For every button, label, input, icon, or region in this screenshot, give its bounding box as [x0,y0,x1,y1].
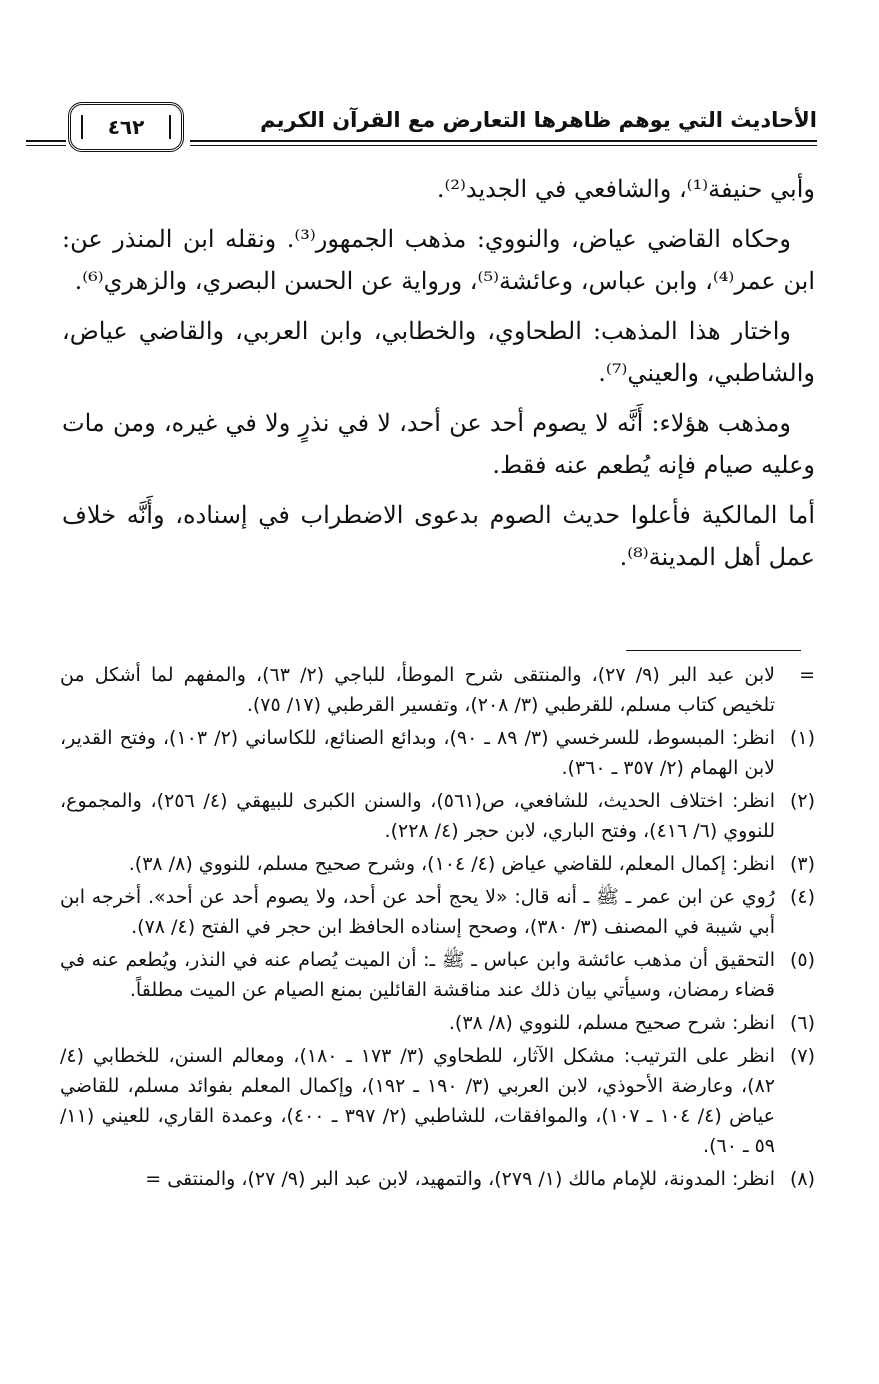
footnote-text: انظر: المبسوط، للسرخسي (٣/ ٨٩ ـ ٩٠)، وبدائع الصنائع، للكاساني (٢/ ١٠٣)، وفتح القدير، لابن الهمام (٢/ ٣٥٧ ـ ٣٦٠). [60,727,776,779]
footnote-text: انظر: شرح صحيح مسلم، للنووي (٨/ ٣٨). [448,1012,775,1034]
footnote-text: انظر على الترتيب: مشكل الآثار، للطحاوي (٣/ ١٧٣ ـ ١٨٠)، ومعالم السنن، للخطابي (٤/ ٨٢)، وعارضة الأحوذي، لابن العربي (٣/ ١٩٠ ـ ١٩٢)، وإكمال المعلم بفوائد مسلم، للقاضي عياض (٤/ ١٠٤ ـ ١٠٧)، والموافقات، للشاطبي (٢/ ٣٩٧ ـ ٤٠٠)، وعمدة القاري، للعيني (١١/ ٥٩ ـ ٦٠). [60,1045,775,1157]
main-text [62,168,815,586]
footnote-text: التحقيق أن مذهب عائشة وابن عباس ـ ﷺ ـ: أن الميت يُصام عنه في النذر، ويُطعم عنه في قضاء رمضان، وسيأتي بيان ذلك عند مناقشة القائلين بمنع الصيام عن الميت مطلقاً. [60,949,775,1001]
footnote-marker: (٥) [789,949,815,971]
header-title: الأحاديث التي يوهم ظاهرها التعارض مع القرآن الكريم [260,108,817,132]
footnote [60,660,815,720]
running-header [60,100,817,150]
footnote [60,723,815,783]
paragraph: وحكاه القاضي عياض، والنووي: مذهب الجمهور⁽³⁾. ونقله ابن المنذر عن: ابن عمر⁽⁴⁾، وابن عباس، وعائشة⁽⁵⁾، ورواية عن الحسن البصري، والزهري⁽⁶⁾. [62,225,815,295]
footnote-text: رُوي عن ابن عمر ـ ﷺ ـ أنه قال: «لا يحج أحد عن أحد، ولا يصوم أحد عن أحد». أخرجه ابن أبي شيبة في المصنف (٣/ ٣٨٠)، وصحح إسناده الحافظ ابن حجر في الفتح (٤/ ٧٨). [60,886,775,938]
footnotes [60,660,815,1197]
footnote [60,882,815,942]
footnote-marker: (٢) [789,790,815,812]
footnote-separator [626,650,801,651]
footnote [60,945,815,1005]
footnote-marker: (٤) [789,886,815,908]
header-rule [190,140,817,142]
header-rule [26,145,66,146]
footnote-text: انظر: إكمال المعلم، للقاضي عياض (٤/ ١٠٤)، وشرح صحيح مسلم، للنووي (٨/ ٣٨). [128,853,775,875]
footnote-text: انظر: اختلاف الحديث، للشافعي، ص(٥٦١)، والسنن الكبرى للبيهقي (٤/ ٢٥٦)، والمجموع، للنووي (٦/ ٤١٦)، وفتح الباري، لابن حجر (٤/ ٢٢٨). [60,790,775,842]
paragraph: واختار هذا المذهب: الطحاوي، والخطابي، وابن العربي، والقاضي عياض، والشاطبي، والعيني⁽⁷⁾. [62,317,815,387]
footnote-marker: (٣) [789,853,815,875]
footnote-marker: (٧) [789,1045,815,1067]
paragraph: ومذهب هؤلاء: أَنَّه لا يصوم أحد عن أحد، لا في نذرٍ ولا في غيره، ومن مات وعليه صيام فإنه يُطعم عنه فقط. [62,409,815,479]
footnote [60,1008,815,1038]
header-rule [26,140,66,142]
footnote-text: لابن عبد البر (٩/ ٢٧)، والمنتقى شرح الموطأ، للباجي (٢/ ٦٣)، والمفهم لما أشكل من تلخيص كتاب مسلم، للقرطبي (٣/ ٢٠٨)، وتفسير القرطبي (١٧/ ٧٥). [60,664,776,716]
footnote [60,1041,815,1161]
footnote [60,786,815,846]
paragraph: وأبي حنيفة⁽¹⁾، والشافعي في الجديد⁽²⁾. [436,175,815,203]
footnote-marker: = [799,664,815,686]
footnote-text: انظر: المدونة، للإمام مالك (١/ ٢٧٩)، والتمهيد، لابن عبد البر (٩/ ٢٧)، والمنتقى = [145,1168,775,1190]
footnote-marker: (٦) [789,1012,815,1034]
footnote [60,1164,815,1194]
page-number: ٤٦٢ [68,102,184,152]
footnote-marker: (١) [789,727,815,749]
footnote [60,849,815,879]
footnote-marker: (٨) [789,1168,815,1190]
header-rule [190,145,817,146]
paragraph: أما المالكية فأعلوا حديث الصوم بدعوى الاضطراب في إسناده، وأَنَّه خلاف عمل أهل المدينة⁽⁸⁾. [62,501,815,571]
